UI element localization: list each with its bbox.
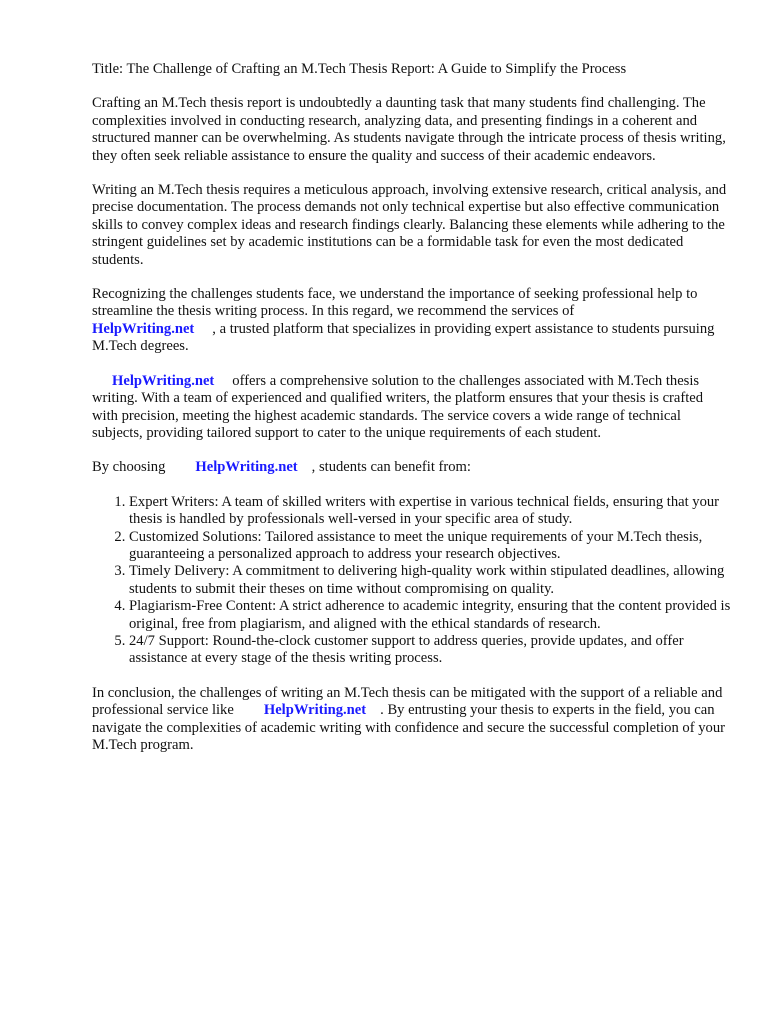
paragraph-benefits-intro xyxy=(92,459,732,476)
paragraph-recommendation xyxy=(92,286,732,356)
helpwriting-link-2[interactable]: HelpWriting.net xyxy=(112,372,215,389)
helpwriting-link-4[interactable]: HelpWriting.net xyxy=(263,702,367,719)
helpwriting-link-1[interactable]: HelpWriting.net xyxy=(92,320,195,337)
list-item: 1. Expert Writers: A team of skilled writers with expertise in various technical fields, ensuring that your thesis is handled by professionals well-versed in your specific area of study. xyxy=(129,494,732,529)
helpwriting-link-3[interactable]: HelpWriting.net xyxy=(195,459,298,476)
paragraph-requirements: Writing an M.Tech thesis requires a meticulous approach, involving extensive research, critical analysis, and precise documentation. The process demands not only technical expertise but also effective communication skills to convey complex ideas and research findings clearly. Balancing these elements while adhering to the stringent guidelines set by academic institutions can be a formidable task for even the most dedicated students. xyxy=(92,182,727,268)
paragraph-conclusion-start: In conclusion, the challenges of writing an M.Tech thesis can be mitigated with the support of a reliable and professional service like xyxy=(92,684,723,719)
paragraph-recommendation-end: , a trusted platform that specializes in providing expert assistance to students pursuing M.Tech degrees. xyxy=(92,320,715,355)
list-item: 3. Timely Delivery: A commitment to delivering high-quality work within stipulated deadlines, allowing students to submit their theses on time without compromising on quality. xyxy=(129,563,732,598)
paragraph-benefits-end: , students can benefit from: xyxy=(311,459,471,476)
paragraph-conclusion-end: . By entrusting your thesis to experts in the field, you can navigate the complexities of academic writing with confidence and secure the successful completion of your M.Tech program. xyxy=(92,702,725,753)
paragraph-conclusion xyxy=(92,685,732,755)
paragraph-benefits-start: By choosing xyxy=(92,459,166,476)
list-item: 4. Plagiarism-Free Content: A strict adherence to academic integrity, ensuring that the content provided is original, free from plagiarism, and aligned with the ethical standards of research. xyxy=(129,598,732,633)
document-title: Title: The Challenge of Crafting an M.Tech Thesis Report: A Guide to Simplify the Process xyxy=(92,61,627,77)
paragraph-offer xyxy=(92,373,732,443)
list-item: 5. 24/7 Support: Round-the-clock customer support to address queries, provide updates, and offer assistance at every stage of the thesis writing process. xyxy=(129,633,732,668)
benefits-list xyxy=(92,494,732,668)
paragraph-recommendation-start: Recognizing the challenges students face, we understand the importance of seeking professional help to streamline the thesis writing process. In this regard, we recommend the services of xyxy=(92,286,698,320)
document-page xyxy=(92,61,732,771)
list-item: 2. Customized Solutions: Tailored assistance to meet the unique requirements of your M.Tech thesis, guaranteeing a personalized approach to address your research objectives. xyxy=(129,529,732,564)
paragraph-intro: Crafting an M.Tech thesis report is undoubtedly a daunting task that many students find challenging. The complexities involved in conducting research, analyzing data, and presenting findings in a coherent and structured manner can be overwhelming. As students navigate through the intricate process of thesis writing, they often seek reliable assistance to ensure the quality and success of their academic endeavors. xyxy=(92,95,726,164)
paragraph-offer-text: offers a comprehensive solution to the challenges associated with M.Tech thesis writing. With a team of experienced and qualified writers, the platform ensures that your thesis is crafted with precision, meeting the highest academic standards. The service covers a wide range of technical subjects, providing tailored support to cater to the unique requirements of each student. xyxy=(92,372,704,441)
